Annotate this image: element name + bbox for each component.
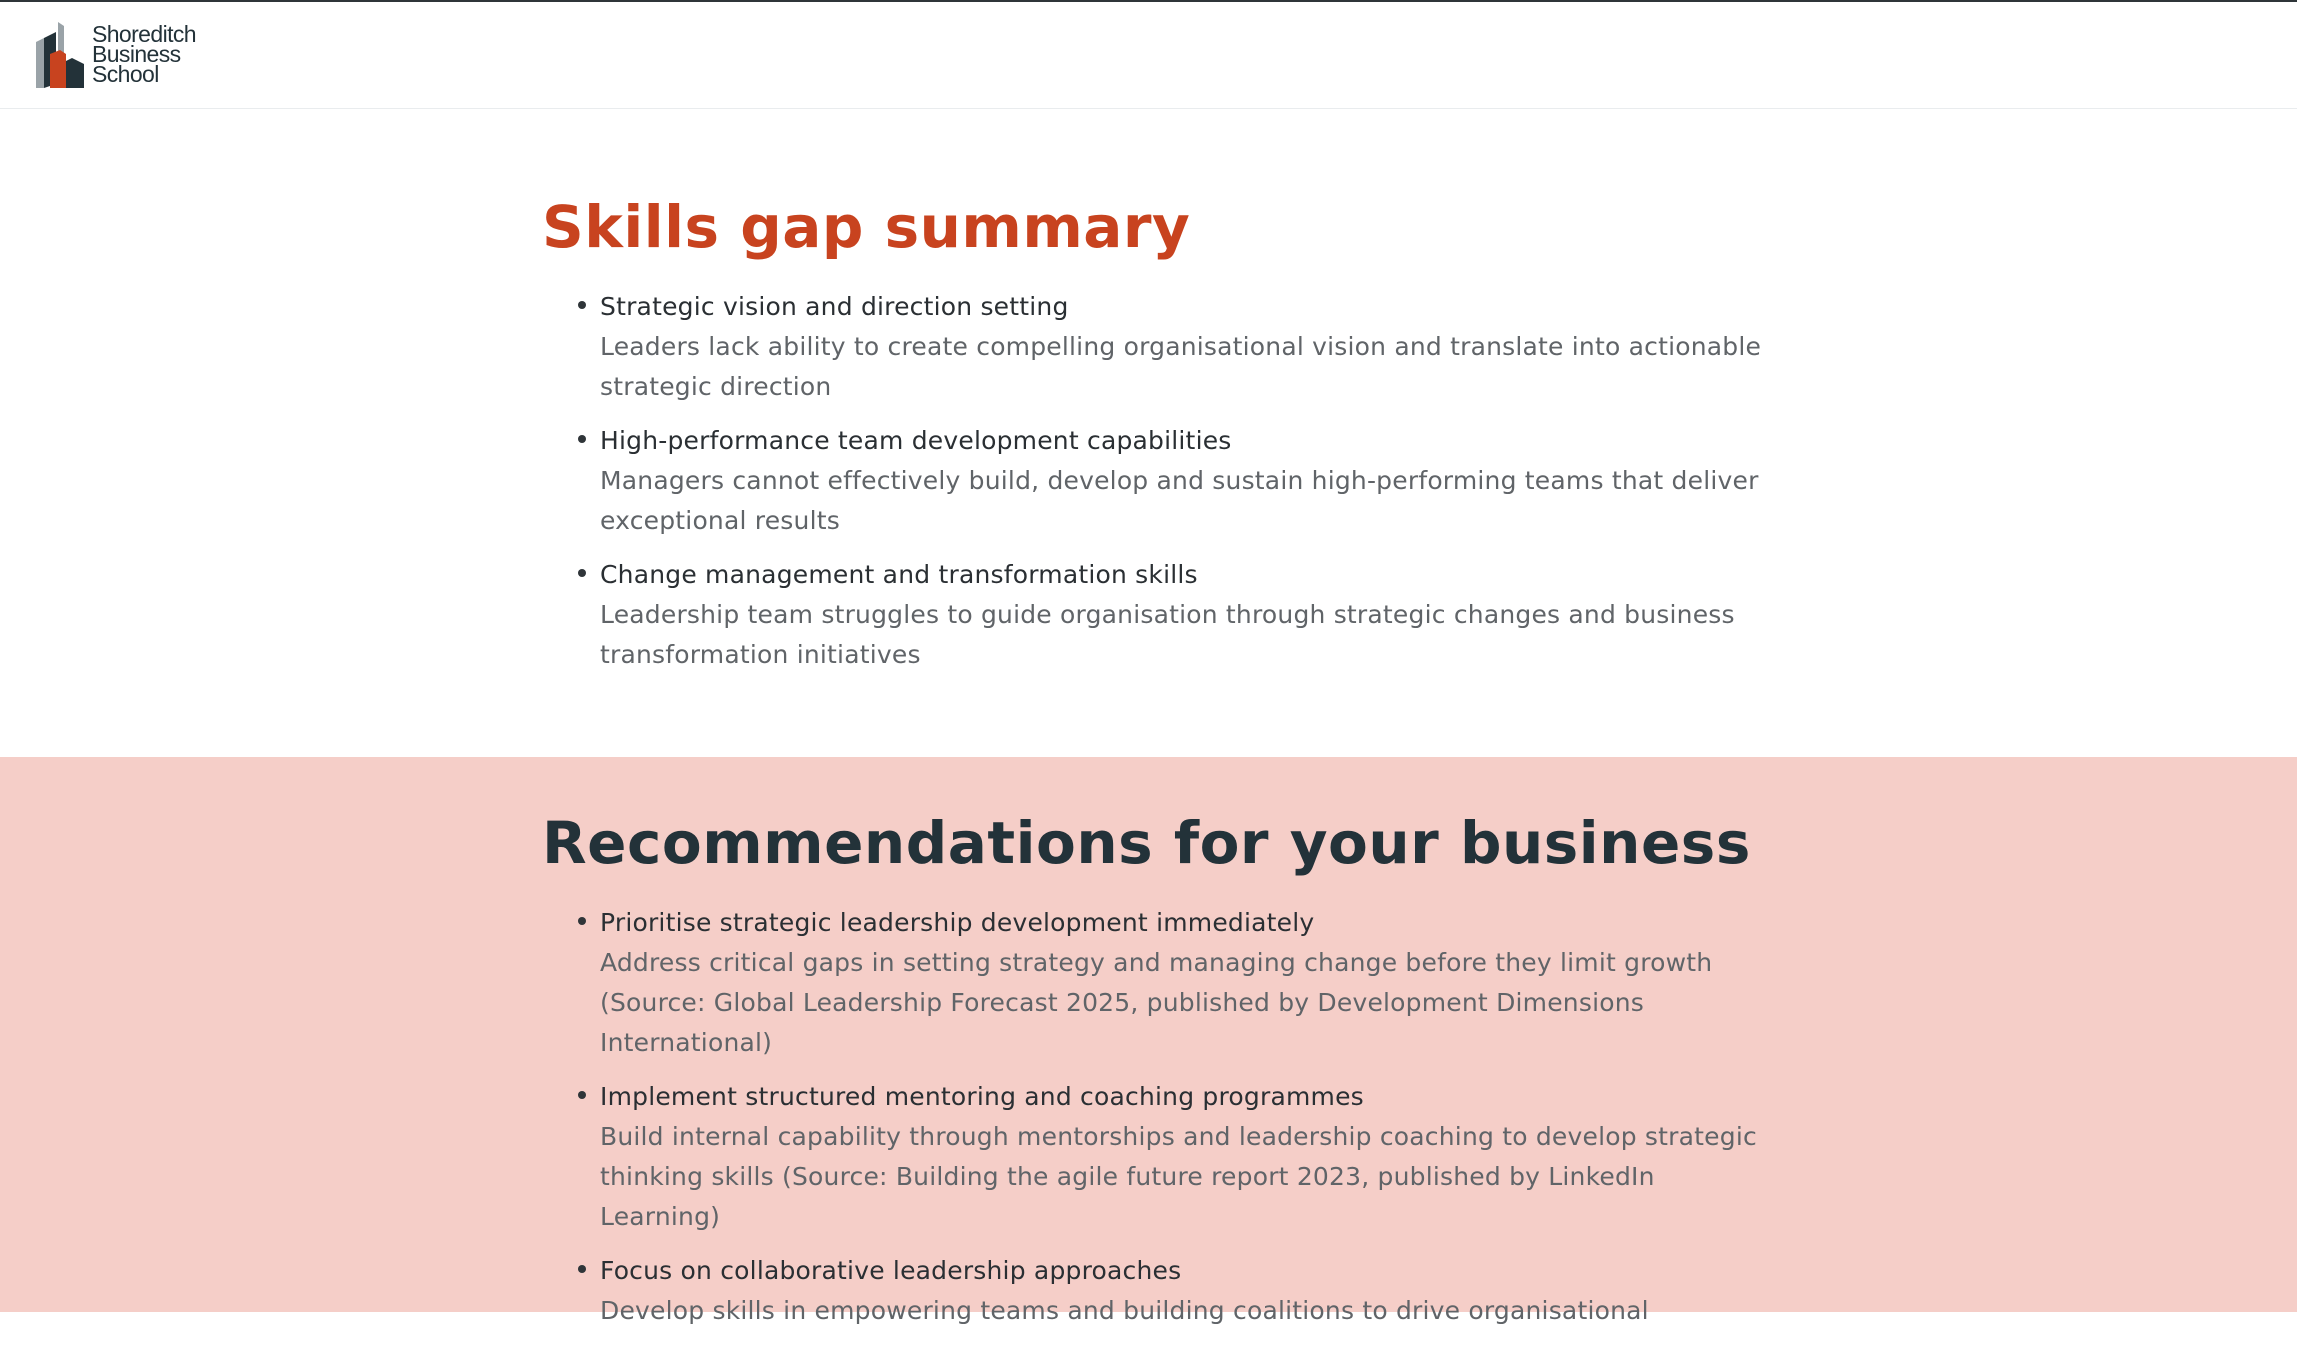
skills-gap-item	[574, 555, 1772, 675]
skills-gap-item-description: Leaders lack ability to create compelling organisational vision and translate into actionable strategic direction	[600, 332, 1762, 401]
recommendation-item	[574, 1077, 1772, 1237]
skills-gap-item-title: Change management and transformation skills	[600, 560, 1198, 589]
recommendation-item-description: Develop skills in empowering teams and building coalitions to drive organisational	[600, 1296, 1649, 1325]
recommendations-section	[0, 757, 2297, 1325]
logo-line-3: School	[92, 61, 159, 87]
skills-gap-section	[0, 109, 2297, 757]
recommendation-item	[574, 903, 1772, 1063]
site-header	[0, 2, 2297, 109]
recommendation-item-title: Prioritise strategic leadership development immediately	[600, 908, 1315, 937]
buildings-logo-icon	[34, 22, 86, 90]
skills-gap-item-title: High-performance team development capabilities	[600, 426, 1232, 455]
skills-gap-item-description: Managers cannot effectively build, develop and sustain high-performing teams that deliver exceptional results	[600, 466, 1759, 535]
skills-gap-item	[574, 287, 1772, 407]
skills-gap-item-description: Leadership team struggles to guide organisation through strategic changes and business transformation initiatives	[600, 600, 1735, 669]
logo-line-2: Business	[92, 41, 181, 67]
recommendation-item	[574, 1251, 1772, 1331]
skills-gap-item-title: Strategic vision and direction setting	[600, 292, 1069, 321]
skills-gap-list	[542, 287, 1772, 675]
recommendation-item-title: Focus on collaborative leadership approaches	[600, 1256, 1182, 1285]
logo-wordmark	[92, 21, 196, 87]
recommendation-item-description: Build internal capability through mentorships and leadership coaching to develop strategic thinking skills (Source: Building the agile future report 2023, published by LinkedIn Learning)	[600, 1122, 1757, 1231]
logo-line-1: Shoreditch	[92, 21, 196, 47]
skills-gap-item	[574, 421, 1772, 541]
recommendations-title: Recommendations for your business	[542, 809, 1751, 877]
skills-gap-title: Skills gap summary	[542, 193, 1191, 261]
recommendation-item-description: Address critical gaps in setting strategy and managing change before they limit growth (Source: Global Leadership Forecast 2025, published by Development Dimensions International)	[600, 948, 1713, 1057]
shoreditch-business-school-logo[interactable]	[34, 22, 196, 90]
recommendation-item-title: Implement structured mentoring and coaching programmes	[600, 1082, 1364, 1111]
recommendations-list	[542, 903, 1772, 1331]
